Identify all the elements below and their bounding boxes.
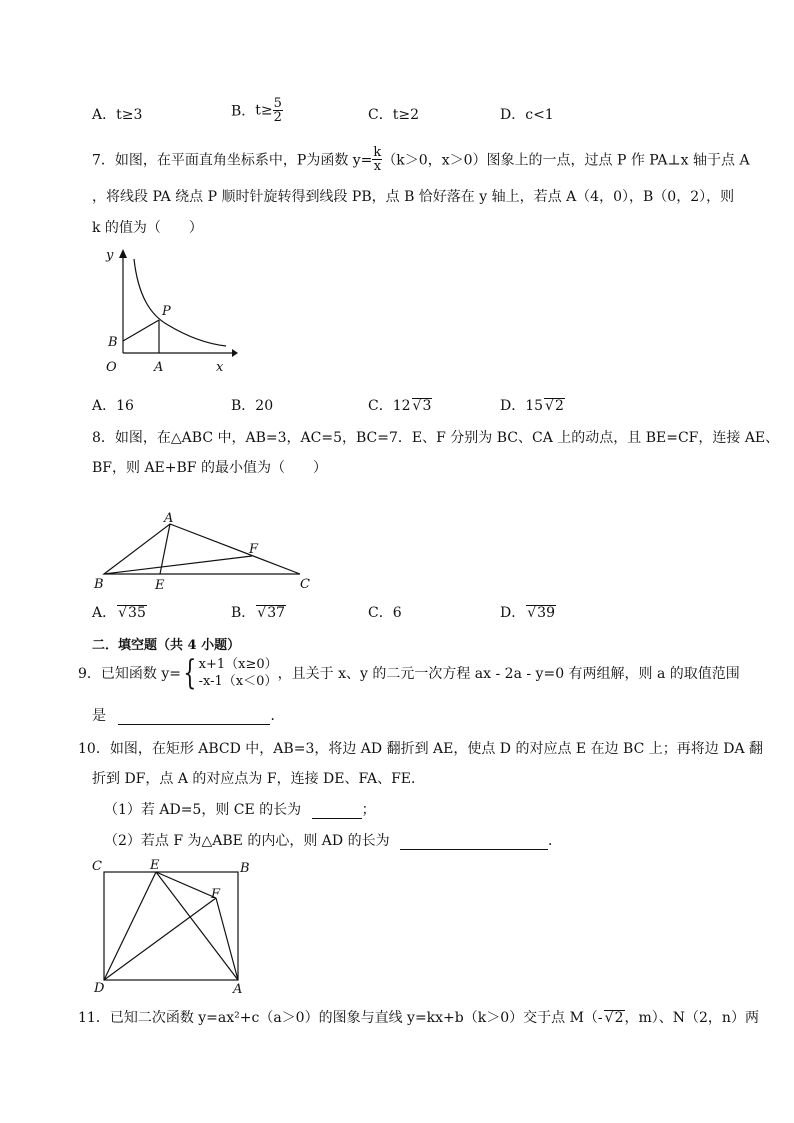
- q7-option-d: D．15 √2: [500, 398, 564, 414]
- q7-option-a: A．16: [92, 398, 134, 414]
- q8-option-c: C．6: [368, 605, 402, 621]
- q10-sub1: （1）若 AD=5，则 CE 的长为 ；: [104, 802, 376, 818]
- q7-figure: [98, 245, 238, 377]
- q8-option-a: A． √35: [92, 605, 146, 621]
- q7-line3: k 的值为（ ）: [92, 220, 203, 236]
- hyperbola-curve: [134, 259, 226, 346]
- q8-line1: 8．如图，在△ABC 中，AB=3，AC=5，BC=7．E、F 分别为 BC、CA 上的动点，且 BE=CF，连接 AE、: [92, 430, 780, 446]
- label-f: F: [211, 887, 221, 902]
- fraction-5-2: $\frac{5}{2}$: [273, 96, 282, 125]
- label-b: B: [108, 335, 118, 350]
- segment-pb: [123, 320, 159, 341]
- q10-sub2: （2）若点 F 为△ABE 的内心，则 AD 的长为 ．: [104, 833, 563, 849]
- q6-option-d: D．c<1: [500, 107, 554, 123]
- q7-line2: ，将线段 PA 绕点 P 顺时针旋转得到线段 PB，点 B 恰好落在 y 轴上，若点 A（4，0），B（0，2），则: [92, 189, 735, 205]
- triangle-abc: [104, 524, 300, 574]
- q10-sub1-blank[interactable]: [312, 802, 362, 819]
- label-c: C: [92, 859, 102, 874]
- q8-option-d: D． √39: [500, 605, 555, 621]
- q8-line2: BF，则 AE+BF 的最小值为（ ）: [92, 460, 327, 476]
- label-e: E: [150, 858, 160, 873]
- q6-option-c: C．t≥2: [368, 107, 419, 123]
- q8-triangle-figure: [92, 510, 317, 592]
- segment-df: [104, 898, 216, 980]
- label-b: B: [94, 577, 104, 592]
- q6-option-b: B．t≥ $\frac{5}{2}$: [231, 96, 282, 125]
- q10-sub2-blank[interactable]: [400, 833, 548, 850]
- fraction-k-x: $\frac{k}{x}$: [373, 145, 382, 174]
- label-a: A: [164, 511, 174, 526]
- q10-line1: 10．如图，在矩形 ABCD 中，AB=3，将边 AD 翻折到 AE，使点 D 的对应点 E 在边 BC 上；再将边 DA 翻: [78, 741, 764, 757]
- label-e: E: [155, 578, 165, 592]
- label-f: F: [249, 542, 259, 557]
- section-heading-fill-in: 二．填空题（共 4 小题）: [92, 638, 241, 653]
- q9-line1: 9．已知函数 y={ x+1（x≥0） -x-1（x＜0） ，且关于 x、y 的二元一次方程 ax - 2a - y=0 有两组解，则 a 的取值范围: [78, 653, 740, 693]
- q7-option-c: C．12 √3: [368, 398, 432, 414]
- label-a: A: [233, 982, 243, 996]
- label-x: x: [216, 360, 224, 375]
- q9-answer-blank[interactable]: [118, 708, 270, 725]
- q6-option-a: A．t≥3: [92, 107, 143, 123]
- q10-rectangle-figure: [90, 856, 260, 996]
- segment-fe: [156, 872, 216, 898]
- segment-de: [104, 872, 156, 980]
- segment-fa: [216, 898, 238, 980]
- q7-line1: 7．如图，在平面直角坐标系中，P为函数 y= $\frac{k}{x}$ （k＞0，x＞0）图象上的一点，过点 P 作 PA⊥x 轴于点 A: [92, 145, 750, 174]
- q7-option-b: B．20: [231, 398, 274, 414]
- q8-option-b: B． √37: [231, 605, 286, 621]
- segment-ae: [156, 872, 238, 980]
- y-axis-arrow: [119, 249, 127, 258]
- q9-line2: 是 ．: [92, 708, 285, 724]
- label-o: O: [106, 360, 117, 375]
- label-d: D: [94, 981, 105, 996]
- label-a: A: [154, 360, 164, 375]
- label-b: B: [240, 861, 250, 876]
- segment-bf: [104, 556, 252, 574]
- q11-line1: 11．已知二次函数 y=ax²+c（a＞0）的图象与直线 y=kx+b（k＞0）交于点 M（- √2，m）、N（2，n）两: [78, 1010, 759, 1026]
- q10-line2: 折到 DF，点 A 的对应点为 F，连接 DE、FA、FE．: [92, 771, 425, 787]
- label-p: P: [162, 304, 171, 319]
- x-axis-arrow: [232, 349, 238, 357]
- left-brace: {: [183, 653, 197, 693]
- label-y: y: [106, 248, 114, 263]
- piecewise-cases: x+1（x≥0） -x-1（x＜0）: [198, 657, 278, 689]
- label-c: C: [300, 577, 310, 592]
